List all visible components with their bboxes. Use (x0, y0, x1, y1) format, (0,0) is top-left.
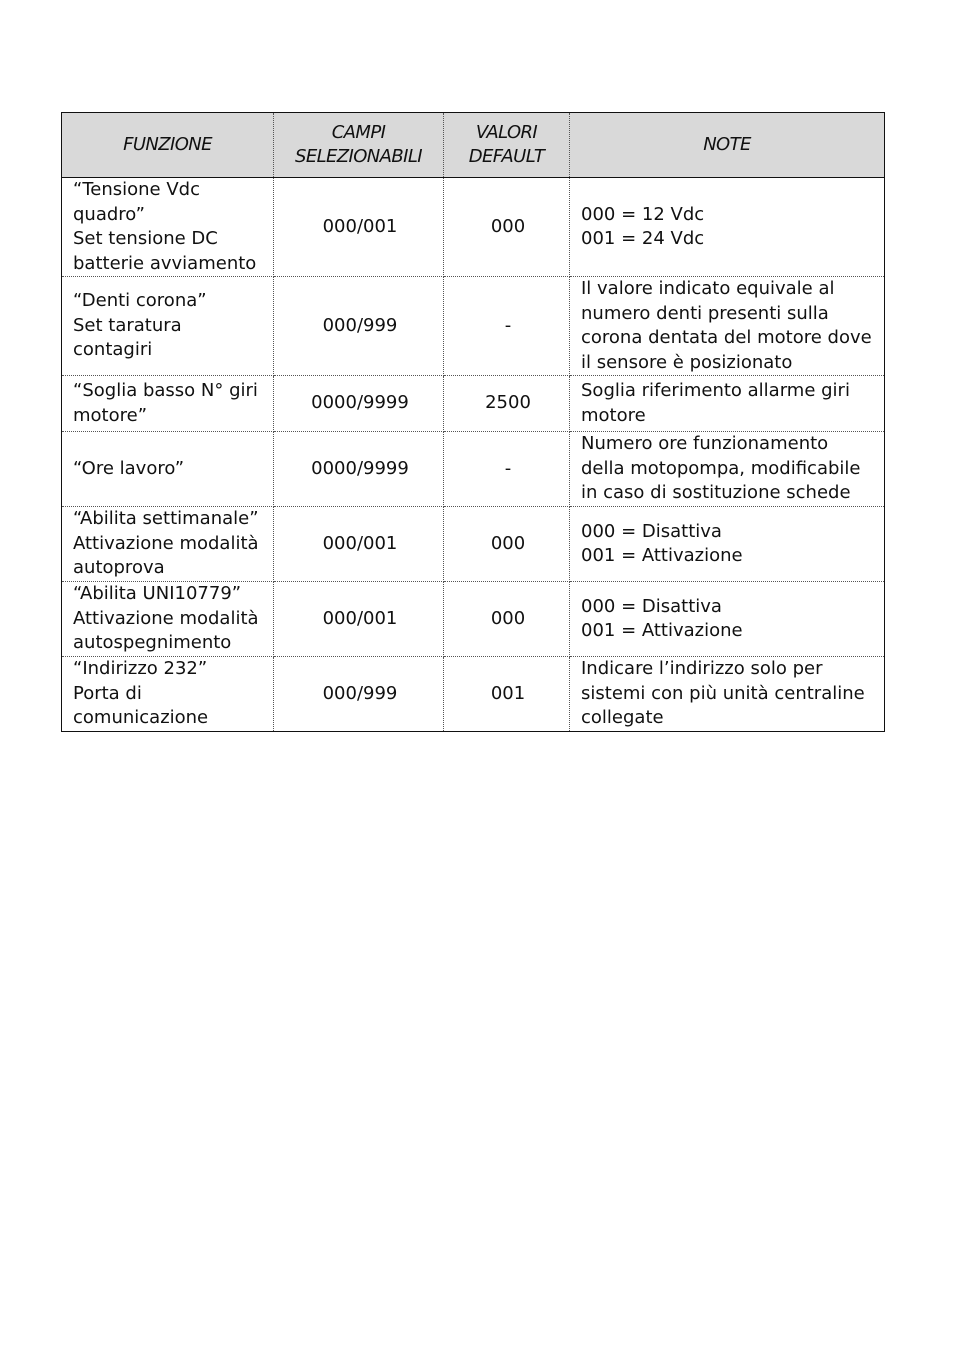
table-row (62, 376, 885, 432)
cell-funzione: “Tensione Vdc quadro” Set tensione DC batterie avviamento (62, 178, 274, 277)
cell-note: 000 = Disattiva 001 = Attivazione (570, 507, 885, 582)
cell-note: Il valore indicato equivale al numero denti presenti sulla corona dentata del motore dove il sensore è posizionato (570, 277, 885, 376)
cell-valori: - (444, 432, 570, 507)
header-note: NOTE (570, 113, 885, 178)
cell-funzione: “Abilita UNI10779” Attivazione modalità autospegnimento (62, 582, 274, 657)
cell-valori: - (444, 277, 570, 376)
table-header-row (62, 113, 885, 178)
parameters-table (61, 112, 885, 732)
cell-funzione: “Indirizzo 232” Porta di comunicazione (62, 657, 274, 732)
header-valori-default: VALORI DEFAULT (444, 113, 570, 178)
cell-valori: 000 (444, 507, 570, 582)
cell-funzione: “Ore lavoro” (62, 432, 274, 507)
cell-valori: 2500 (444, 376, 570, 432)
cell-note: 000 = Disattiva 001 = Attivazione (570, 582, 885, 657)
table-row (62, 277, 885, 376)
cell-valori: 000 (444, 178, 570, 277)
cell-campi: 000/001 (274, 582, 444, 657)
cell-note: 000 = 12 Vdc 001 = 24 Vdc (570, 178, 885, 277)
cell-campi: 0000/9999 (274, 432, 444, 507)
cell-funzione: “Soglia basso N° giri motore” (62, 376, 274, 432)
cell-note: Soglia riferimento allarme giri motore (570, 376, 885, 432)
table-row (62, 432, 885, 507)
cell-note: Numero ore funzionamento della motopompa, modificabile in caso di sostituzione schede (570, 432, 885, 507)
cell-campi: 000/999 (274, 277, 444, 376)
cell-campi: 000/001 (274, 178, 444, 277)
cell-campi: 0000/9999 (274, 376, 444, 432)
table-row (62, 657, 885, 732)
cell-funzione: “Abilita settimanale” Attivazione modalità autoprova (62, 507, 274, 582)
header-funzione: FUNZIONE (62, 113, 274, 178)
header-campi-selezionabili: CAMPI SELEZIONABILI (274, 113, 444, 178)
table-row (62, 507, 885, 582)
cell-valori: 001 (444, 657, 570, 732)
cell-note: Indicare l’indirizzo solo per sistemi con più unità centraline collegate (570, 657, 885, 732)
table-row (62, 582, 885, 657)
cell-valori: 000 (444, 582, 570, 657)
cell-funzione: “Denti corona” Set taratura contagiri (62, 277, 274, 376)
cell-campi: 000/001 (274, 507, 444, 582)
cell-campi: 000/999 (274, 657, 444, 732)
table-row (62, 178, 885, 277)
